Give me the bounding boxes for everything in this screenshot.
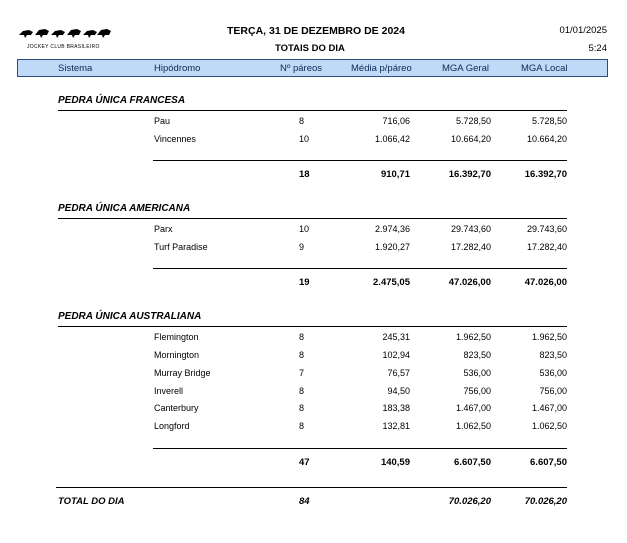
grand-total-row bbox=[0, 494, 627, 510]
horses-icon bbox=[17, 26, 112, 40]
cell-mga-local: 756,00 bbox=[539, 386, 567, 396]
table-row bbox=[0, 222, 627, 238]
table-row bbox=[0, 240, 627, 256]
table-row bbox=[0, 114, 627, 130]
cell-mga-local: 5.728,50 bbox=[531, 116, 567, 126]
cell-mga-geral: 17.282,40 bbox=[450, 242, 491, 252]
cell-hipodromo: Pau bbox=[154, 116, 171, 126]
cell-media: 132,81 bbox=[382, 421, 410, 431]
col-mga-local: MGA Local bbox=[521, 63, 568, 74]
cell-pareos: 10 bbox=[299, 134, 310, 144]
subtotal-divider bbox=[153, 160, 567, 161]
subtotal-pareos: 47 bbox=[299, 457, 310, 468]
cell-hipodromo: Parx bbox=[154, 224, 173, 234]
table-row bbox=[0, 366, 627, 382]
cell-media: 76,57 bbox=[387, 368, 410, 378]
cell-media: 245,31 bbox=[382, 332, 410, 342]
subtotal-mga-local: 16.392,70 bbox=[524, 169, 567, 180]
table-row bbox=[0, 419, 627, 435]
cell-pareos: 7 bbox=[299, 368, 305, 378]
grand-total-pareos: 84 bbox=[299, 496, 310, 507]
cell-mga-geral: 536,00 bbox=[463, 368, 491, 378]
cell-mga-geral: 823,50 bbox=[463, 350, 491, 360]
grand-total-mga-geral: 70.026,20 bbox=[448, 496, 491, 507]
grand-total-divider bbox=[56, 487, 567, 488]
logo-text: JOCKEY CLUB BRASILEIRO bbox=[27, 44, 100, 50]
cell-pareos: 10 bbox=[299, 224, 310, 234]
cell-media: 1.920,27 bbox=[374, 242, 410, 252]
table-row bbox=[0, 348, 627, 364]
cell-mga-geral: 1.062,50 bbox=[455, 421, 491, 431]
col-hipodromo: Hipódromo bbox=[154, 63, 201, 74]
cell-mga-geral: 5.728,50 bbox=[455, 116, 491, 126]
subtotal-mga-local: 6.607,50 bbox=[530, 457, 567, 468]
subtotal-divider bbox=[153, 268, 567, 269]
cell-hipodromo: Mornington bbox=[154, 350, 200, 360]
subtotal-media: 140,59 bbox=[380, 457, 410, 468]
report-title: TOTAIS DO DIA bbox=[275, 43, 345, 54]
cell-pareos: 8 bbox=[299, 332, 305, 342]
subtotal-mga-geral: 16.392,70 bbox=[448, 169, 491, 180]
subtotal-row bbox=[0, 455, 627, 471]
report-date: TERÇA, 31 DE DEZEMBRO DE 2024 bbox=[227, 25, 405, 37]
cell-hipodromo: Flemington bbox=[154, 332, 199, 342]
subtotal-media: 2.475,05 bbox=[373, 277, 410, 288]
table-row bbox=[0, 384, 627, 400]
cell-mga-local: 17.282,40 bbox=[526, 242, 567, 252]
cell-mga-geral: 29.743,60 bbox=[450, 224, 491, 234]
cell-media: 2.974,36 bbox=[374, 224, 410, 234]
cell-mga-local: 1.062,50 bbox=[531, 421, 567, 431]
cell-mga-local: 1.962,50 bbox=[531, 332, 567, 342]
cell-hipodromo: Inverell bbox=[154, 386, 184, 396]
col-mga-geral: MGA Geral bbox=[442, 63, 489, 74]
grand-total-label: TOTAL DO DIA bbox=[58, 496, 125, 507]
col-media: Média p/páreo bbox=[351, 63, 412, 74]
subtotal-pareos: 18 bbox=[299, 169, 310, 180]
section-divider bbox=[58, 326, 567, 327]
cell-mga-geral: 1.962,50 bbox=[455, 332, 491, 342]
cell-media: 1.066,42 bbox=[374, 134, 410, 144]
table-row bbox=[0, 401, 627, 417]
table-row bbox=[0, 132, 627, 148]
section-title: PEDRA ÚNICA AUSTRALIANA bbox=[58, 311, 202, 322]
subtotal-mga-geral: 47.026,00 bbox=[448, 277, 491, 288]
section-title: PEDRA ÚNICA AMERICANA bbox=[58, 203, 191, 214]
cell-media: 716,06 bbox=[382, 116, 410, 126]
section-divider bbox=[58, 110, 567, 111]
subtotal-mga-geral: 6.607,50 bbox=[454, 457, 491, 468]
cell-mga-geral: 10.664,20 bbox=[450, 134, 491, 144]
cell-pareos: 8 bbox=[299, 421, 305, 431]
cell-mga-local: 536,00 bbox=[539, 368, 567, 378]
cell-hipodromo: Murray Bridge bbox=[154, 368, 211, 378]
cell-media: 183,38 bbox=[382, 403, 410, 413]
subtotal-media: 910,71 bbox=[380, 169, 410, 180]
subtotal-divider bbox=[153, 448, 567, 449]
cell-mga-local: 29.743,60 bbox=[526, 224, 567, 234]
subtotal-row bbox=[0, 167, 627, 183]
cell-media: 102,94 bbox=[382, 350, 410, 360]
cell-hipodromo: Vincennes bbox=[154, 134, 196, 144]
grand-total-mga-local: 70.026,20 bbox=[524, 496, 567, 507]
print-time: 5:24 bbox=[588, 43, 607, 54]
cell-mga-local: 1.467,00 bbox=[531, 403, 567, 413]
column-header-band bbox=[17, 59, 608, 77]
section-divider bbox=[58, 218, 567, 219]
cell-pareos: 8 bbox=[299, 386, 305, 396]
cell-hipodromo: Turf Paradise bbox=[154, 242, 208, 252]
col-sistema: Sistema bbox=[58, 63, 93, 74]
section-title: PEDRA ÚNICA FRANCESA bbox=[58, 95, 186, 106]
cell-pareos: 8 bbox=[299, 116, 305, 126]
print-date: 01/01/2025 bbox=[559, 25, 607, 36]
subtotal-mga-local: 47.026,00 bbox=[524, 277, 567, 288]
cell-hipodromo: Canterbury bbox=[154, 403, 199, 413]
cell-mga-local: 823,50 bbox=[539, 350, 567, 360]
table-row bbox=[0, 330, 627, 346]
cell-media: 94,50 bbox=[387, 386, 410, 396]
cell-pareos: 8 bbox=[299, 403, 305, 413]
subtotal-row bbox=[0, 275, 627, 291]
subtotal-pareos: 19 bbox=[299, 277, 310, 288]
jockey-club-logo bbox=[17, 26, 112, 48]
cell-pareos: 9 bbox=[299, 242, 305, 252]
cell-mga-geral: 1.467,00 bbox=[455, 403, 491, 413]
cell-mga-local: 10.664,20 bbox=[526, 134, 567, 144]
cell-pareos: 8 bbox=[299, 350, 305, 360]
cell-hipodromo: Longford bbox=[154, 421, 190, 431]
cell-mga-geral: 756,00 bbox=[463, 386, 491, 396]
col-pareos: Nº páreos bbox=[280, 63, 323, 74]
